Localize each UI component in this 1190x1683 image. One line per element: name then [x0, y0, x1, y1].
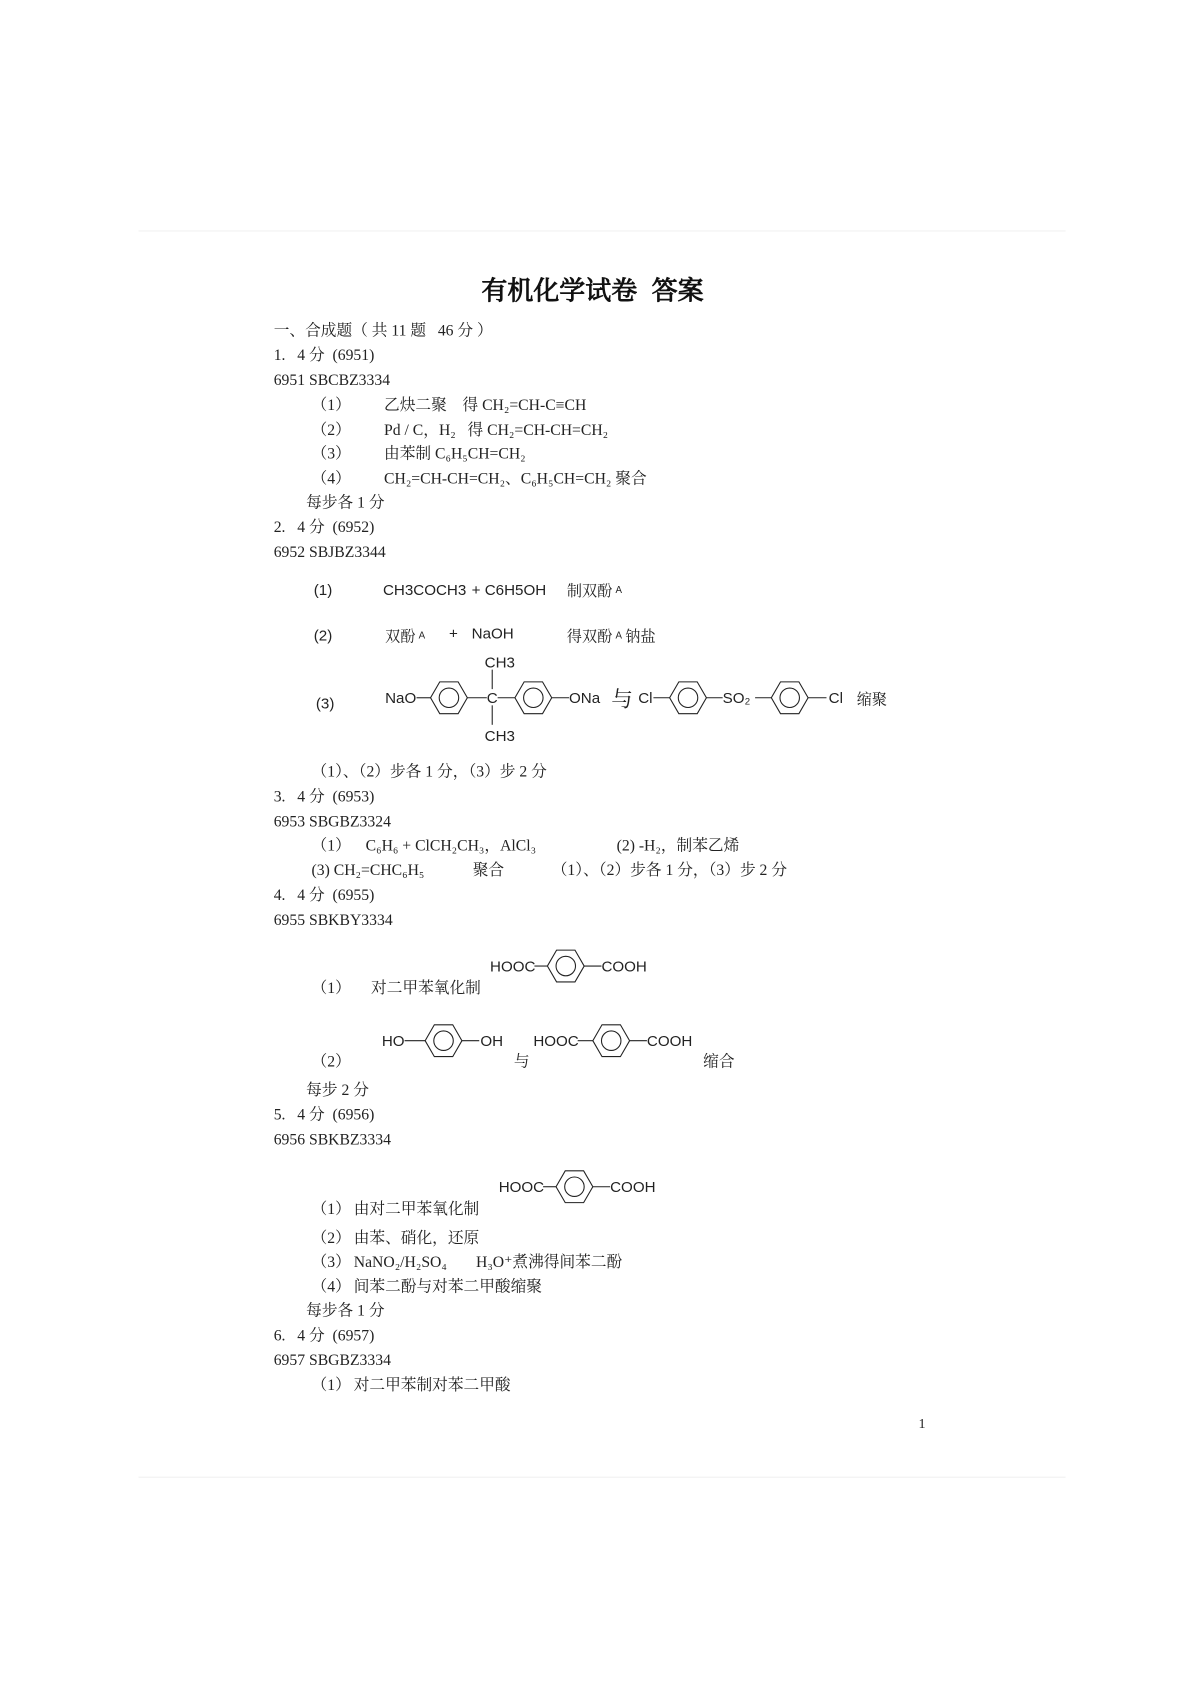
q5-step-label: （4） [311, 1278, 351, 1296]
benzene-ring [515, 682, 552, 714]
q3-line2-scoring: （1）、（2）步各 1 分，（3）步 2 分 [551, 862, 788, 880]
aromatic-circle [524, 688, 543, 707]
benzene-ring [425, 1025, 462, 1057]
atom-label-cl-right: Cl [828, 690, 843, 708]
structure-dichlorodiphenyl-sulfone [638, 682, 843, 714]
q5-step-label: （2） [311, 1230, 351, 1248]
benzene-ring [593, 1025, 630, 1057]
q1-step-label: （1） [311, 397, 351, 415]
q1-header: 1. 4 分 (6951) [273, 347, 375, 365]
q2-step2-reactant-bisphenol [385, 625, 428, 646]
q5-step-text-secondary: H₃O⁺煮沸得间苯二酚 [475, 1253, 623, 1272]
q2-step1-reactant-acetone: CH3COCH3 [382, 580, 467, 599]
q5-scoring: 每步各 1 分 [306, 1302, 385, 1320]
group-label-hooc: HOOC [498, 1179, 545, 1197]
q4-scoring: 每步 2 分 [306, 1081, 369, 1100]
q3-line2-reaction: 聚合 [472, 862, 505, 880]
group-label-sulfonyl: SO₂ [722, 690, 751, 708]
q2-step1-reactant-phenol: + C6H5OH [471, 580, 547, 599]
q2-step2-product-sup: A [615, 629, 623, 641]
q5-step-text: NaNO₂/H₂SO₄ [353, 1253, 447, 1272]
q6-step-label: （1） [311, 1377, 351, 1395]
group-label-oh: OH [480, 1033, 504, 1051]
q4-step1-label: （1） [311, 980, 351, 998]
group-label-cooh: COOH [610, 1179, 656, 1197]
benzene-ring [556, 1171, 593, 1203]
structure-terephthalic-acid [490, 950, 647, 982]
q2-step1-product-text: 制双酚 [566, 582, 613, 600]
q4-step2-label: （2） [311, 1053, 351, 1071]
q3-line1-text: C₆H₆ + ClCH₂CH₃，AlCl₃ [365, 837, 537, 855]
q5-code: 6956 SBKBZ3334 [273, 1131, 391, 1149]
benzene-ring [547, 950, 584, 982]
q4-step2-reaction: 缩合 [703, 1053, 735, 1071]
benzene-ring [431, 682, 468, 714]
group-label-hooc: HOOC [490, 958, 536, 976]
q2-step2-label: (2) [313, 626, 333, 644]
q2-scoring: （1）、（2）步各 1 分，（3）步 2 分 [311, 763, 547, 782]
q5-step-text: 由对二甲苯氧化制 [353, 1200, 480, 1219]
q1-step-text: CH₂=CH-CH=CH₂、C₆H₅CH=CH₂ 聚合 [384, 470, 647, 488]
aromatic-circle [565, 1177, 584, 1196]
q1-step-text: 乙炔二聚 得 CH₂=CH-C≡CH [384, 397, 587, 415]
atom-label-cl-left: Cl [638, 690, 653, 708]
aromatic-circle [556, 956, 575, 975]
q1-step-label: （4） [311, 470, 351, 488]
benzene-ring [670, 682, 707, 714]
section-heading: 一、合成题（ 共 11 题 46 分 ） [273, 322, 493, 340]
structure-bisphenol-a-disodium [385, 654, 601, 745]
q4-step1-text: 对二甲苯氧化制 [371, 980, 481, 998]
structure-terephthalic-acid [533, 1025, 692, 1057]
q5-step-label: （1） [311, 1200, 351, 1219]
q2-step2-plus: + [448, 624, 458, 642]
q1-step-label: （2） [311, 421, 351, 440]
connector-with: 与 [611, 686, 633, 712]
page-title: 有机化学试卷 答案 [481, 276, 704, 307]
q3-header: 3. 4 分 (6953) [273, 788, 375, 806]
q2-step2-product [567, 625, 656, 646]
aromatic-circle [439, 688, 458, 707]
group-label-ona: ONa [569, 690, 601, 708]
q1-step-text: Pd / C，H₂ 得 CH₂=CH-CH=CH₂ [384, 421, 609, 440]
q2-step1-product-sup: A [615, 584, 623, 595]
q2-step2-reactant-naoh: NaOH [471, 624, 514, 642]
reaction-polycondensation: 缩聚 [856, 691, 888, 709]
q3-code: 6953 SBGBZ3324 [273, 813, 391, 831]
group-label-ho: HO [381, 1033, 405, 1051]
structure-hydroquinone [382, 1025, 503, 1057]
q4-code: 6955 SBKBY3334 [273, 911, 393, 930]
q3-line1-step2: (2) -H₂，制苯乙烯 [616, 837, 740, 855]
q3-line1-label: （1） [311, 837, 351, 855]
q1-step-text: 由苯制 C₆H₅CH=CH₂ [384, 445, 526, 464]
q5-step-label: （3） [311, 1253, 351, 1272]
q2-step3-label: (3) [315, 694, 335, 712]
q1-scoring: 每步各 1 分 [306, 494, 385, 512]
group-label-methyl-top: CH3 [484, 654, 515, 672]
structure-terephthalic-acid [499, 1171, 656, 1203]
q6-code: 6957 SBGBZ3334 [273, 1352, 391, 1370]
page-number: 1 [918, 1414, 926, 1432]
q2-step2-product-text: 得双酚 [566, 627, 613, 645]
top-divider [138, 230, 1065, 231]
q2-step1-label: (1) [313, 580, 333, 599]
q1-step-label: （3） [311, 445, 351, 464]
q2-step2-reactant-text: 双酚 [385, 627, 416, 645]
benzene-ring [771, 682, 808, 714]
aromatic-circle [601, 1031, 620, 1050]
group-label-hooc: HOOC [533, 1033, 579, 1051]
q2-step2-reactant-sup: A [418, 629, 426, 641]
aromatic-circle [678, 688, 697, 707]
group-label-cooh: COOH [601, 958, 647, 976]
q1-code: 6951 SBCBZ3334 [273, 372, 391, 390]
bottom-divider [138, 1477, 1065, 1478]
q5-step-text: 由苯、硝化，还原 [353, 1230, 480, 1248]
atom-label-quaternary-carbon: C [486, 690, 498, 708]
q5-step-text: 间苯二酚与对苯二甲酸缩聚 [353, 1278, 542, 1296]
q2-step1-product [567, 580, 625, 601]
q6-step-text: 对二甲苯制对苯二甲酸 [353, 1377, 511, 1395]
aromatic-circle [434, 1031, 453, 1050]
q2-header: 2. 4 分 (6952) [273, 519, 375, 537]
group-label-nao: NaO [385, 690, 417, 708]
group-label-cooh: COOH [646, 1033, 693, 1051]
q3-line2-step3: (3) CH₂=CHC₆H₅ [311, 862, 425, 880]
q6-header: 6. 4 分 (6957) [273, 1327, 375, 1345]
q2-code: 6952 SBJBZ3344 [273, 544, 386, 562]
q4-step2-connector: 与 [513, 1053, 530, 1071]
q2-step2-product-suffix: 钠盐 [625, 627, 656, 645]
group-label-methyl-bottom: CH3 [484, 728, 515, 746]
aromatic-circle [780, 688, 799, 707]
q4-header: 4. 4 分 (6955) [273, 887, 375, 905]
q5-header: 5. 4 分 (6956) [273, 1106, 375, 1124]
